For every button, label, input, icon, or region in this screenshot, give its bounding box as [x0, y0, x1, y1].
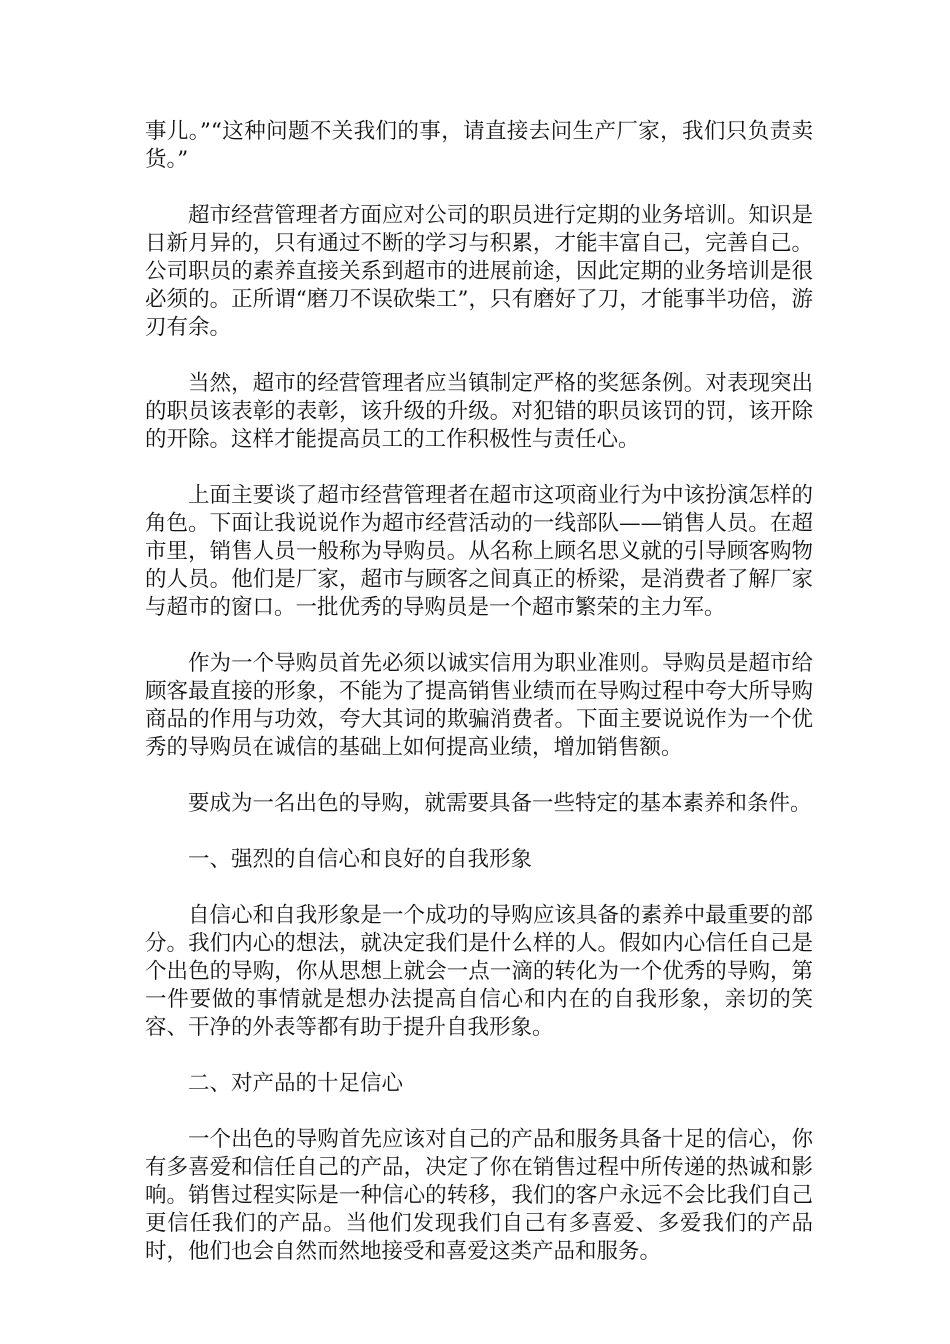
document-page — [145, 118, 813, 1294]
paragraph-confidence: 自信心和自我形象是一个成功的导购应该具备的素养中最重要的部分。我们内心的想法，就决定我们是什么样的人。假如内心信任自己是个出色的导购，你从思想上就会一点一滴的转化为一个优秀的导购，第一件要做的事情就是想办法提高自信心和内在的自我形象，亲切的笑容、干净的外表等都有助于提升自我形象。 — [145, 903, 813, 1040]
paragraph-continuation: 事儿。”“这种问题不关我们的事，请直接去问生产厂家，我们只负责卖货。” — [145, 119, 813, 172]
paragraph-training: 超市经营管理者方面应对公司的职员进行定期的业务培训。知识是日新月异的，只有通过不断的学习与积累，才能丰富自己，完善自己。公司职员的素养直接关系到超市的进展前途，因此定期的业务培训是很必须的。正所谓“磨刀不误砍柴工”，只有磨好了刀，才能事半功倍，游刃有余。 — [145, 203, 813, 340]
paragraph-rewards: 当然，超市的经营管理者应当镇制定严格的奖惩条例。对表现突出的职员该表彰的表彰，该升级的升级。对犯错的职员该罚的罚，该开除的开除。这样才能提高员工的工作积极性与责任心。 — [145, 371, 813, 452]
paragraph-product-confidence: 一个出色的导购首先应该对自己的产品和服务具备十足的信心，你有多喜爱和信任自己的产品，决定了你在销售过程中所传递的热诚和影响。销售过程实际是一种信心的转移，我们的客户永远不会比我们自己更信任我们的产品。当他们发现我们自己有多喜爱、多爱我们的产品时，他们也会自然而然地接受和喜爱这类产品和服务。 — [145, 1127, 813, 1264]
section-heading-confidence: 一、强烈的自信心和良好的自我形象 — [188, 847, 533, 872]
section-heading-product-confidence: 二、对产品的十足信心 — [188, 1071, 404, 1096]
paragraph-qualities-intro: 要成为一名出色的导购，就需要具备一些特定的基本素养和条件。 — [188, 791, 812, 816]
paragraph-integrity: 作为一个导购员首先必须以诚实信用为职业准则。导购员是超市给顾客最直接的形象，不能为了提高销售业绩而在导购过程中夸大所导购商品的作用与功效，夸大其词的欺骗消费者。下面主要说说作为一个优秀的导购员在诚信的基础上如何提高业绩，增加销售额。 — [145, 651, 813, 760]
paragraph-sales-staff: 上面主要谈了超市经营管理者在超市这项商业行为中该扮演怎样的角色。下面让我说说作为超市经营活动的一线部队——销售人员。在超市里，销售人员一般称为导购员。从名称上顾名思义就的引导顾客购物的人员。他们是厂家，超市与顾客之间真正的桥梁，是消费者了解厂家与超市的窗口。一批优秀的导购员是一个超市繁荣的主力军。 — [145, 483, 813, 620]
